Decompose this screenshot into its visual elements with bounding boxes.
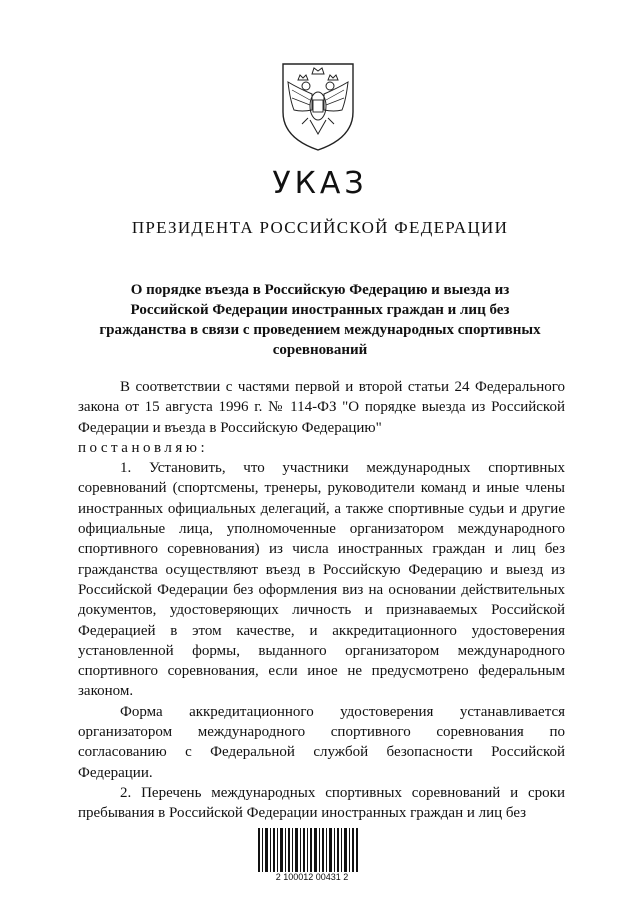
- paragraph-decree-word: постановляю:: [78, 439, 209, 456]
- barcode-number: 2 100012 00431 2: [275, 872, 349, 882]
- barcode-icon: [258, 828, 358, 872]
- paragraph-form: Форма аккредитационного удостоверения устанавливается организатором международного спортивного соревнования по согласованию с Федеральной службой безопасности Российской Федерации.: [78, 703, 565, 781]
- document-title: УКАЗ: [272, 166, 368, 201]
- document-subtitle: ПРЕЗИДЕНТА РОССИЙСКОЙ ФЕДЕРАЦИИ: [131, 218, 509, 237]
- document-body: [78, 377, 565, 824]
- russian-coat-of-arms-emblem: [278, 60, 358, 152]
- paragraph-preamble: В соответствии с частями первой и второй статьи 24 Федерального закона от 15 августа 1996 г. № 114-ФЗ "О порядке выезда из Российской Федерации и въезда в Российскую Федерацию": [78, 379, 565, 436]
- paragraph-item-2: 2. Перечень международных спортивных соревнований и сроки пребывания в Российской Федерации иностранных граждан и лиц без: [78, 784, 565, 822]
- decree-heading: О порядке въезда в Российскую Федерацию и выезда из Российской Федерации иностранных граждан и лиц без гражданства в связи с проведением международных спортивных соревнований: [99, 282, 541, 358]
- paragraph-item-1: 1. Установить, что участники международных спортивных соревнований (спортсмены, тренеры, руководители команд и иные члены иностранных официальных делегаций, а также спортивные судьи и другие официальные лица, уполномоченные организатором международного спортивного соревнования) из числа иностранных граждан и лиц без гражданства осуществляют въезд в Российскую Федерацию и выезд из Российской Федерации без оформления виз на основании действительных документов, удостоверяющих личность и признаваемых Российской Федерацией в этом качестве, и аккредитационного удостоверения установленной формы, выданного организатором международного спортивного соревнования, если иное не предусмотрено федеральным законом.: [78, 460, 565, 700]
